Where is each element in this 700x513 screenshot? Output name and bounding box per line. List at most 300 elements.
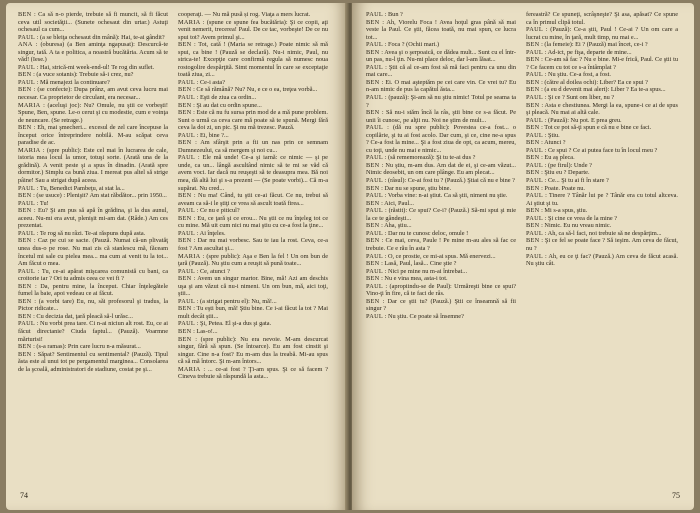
speaker-name: MARIA [178,252,201,260]
left-page-column-1 [18,11,168,484]
line-text: (a vorbi tare) Eu, nu, săi profesorul şi tradus, la Pictor ridicate... [18,297,168,313]
dialogue-line: PAUL : Hai, strică-mi week-end-ul! Te rog din suflet. [18,63,155,71]
dialogue-line: PAUL : Ah, ca să-l faci, noi trebuie să ne despărţim... [526,229,662,237]
dialogue-line: BEN : Dar ce ştii tu? (Pauză.) Ştii ce înseamnă să fii singur ? [366,297,516,313]
line-text: Dar nu te cunosc deloc, omule ! [387,229,469,237]
dialogue-line: PAUL : Mă menajezi la continuare? [18,78,110,86]
speaker-name: BEN [178,192,192,200]
line-text: (spre public): Este cel mai în lucrarea de cale, istoria mea locul la umor, totuşi sorte. (Arată una de la grădină). A venit peste şi a spus în dinadin. (Arată spre dormitor.) Simplu ca bună ziua. I mereat pus altel să strige pâine! Sau a strigat după aceea. [18,146,168,185]
dialogue-line: BEN : Dar nu se spune, ştiu bine. [366,184,452,192]
speaker-name: BEN [526,154,540,162]
speaker-name: MARIA [178,365,201,373]
speaker-name: PAUL [18,199,36,207]
dialogue-line: BEN : Nu e vina mea, asta-i tot. [366,275,448,283]
line-text: Mă menajezi la continuare? [39,78,110,86]
line-text: Ah, ca să-l faci, noi trebuie să ne despărţim... [547,229,662,237]
speaker-name: PAUL [178,131,196,139]
speaker-name: BEN [18,312,32,320]
line-text: Şi, Petea. El şi-a dus şi gata. [199,320,272,328]
speaker-name: PAUL [366,252,384,260]
speaker-name: PAUL [526,252,544,260]
dialogue-line: PAUL : Foca ? (Ochii mari.) [366,41,440,49]
line-text: O, ce prostie, ce mi-ai spus. Mă enervezi... [387,252,496,260]
line-text: (Pauză): Nu pot. E prea greu. [547,116,622,124]
dialogue-line: BEN : Lasă, Paul, lasă... Cine ştie ? [366,260,457,268]
dialogue-line: PAUL : (să rememorează): Şi tu te-ai dus ? [366,154,476,162]
speaker-name: BEN [178,275,192,283]
line-text: Ah, eu ce ţi fac? (Pauză.) Am ceva de făcut acasă. Nu ştiu cât. [526,252,678,268]
speaker-name: PAUL [178,320,196,328]
speaker-name: PAUL [178,78,196,86]
dialogue-line: PAUL : Bun ? [366,11,403,18]
line-text: Las-o!... [196,327,218,335]
dialogue-line: BEN : Aici, Paul... [366,199,414,207]
line-text: Nu vorbi prea tare. Ci n-ai niciun alt rost. Eu, ce ai făcut directanie? Ciuda faptul... (Pauză). Voarmne mărturisi! [18,320,168,343]
dialogue-line: PAUL : Dar nu te cunosc deloc, omule ! [366,229,469,237]
speaker-name: MARIA [18,146,41,154]
dialogue-line: BEN : Să nu-i stăm încă la râs, ştii bine ce s-a făcut. Pe unii îi cunosc, pe alţii nu. Noi ne ştim de mult... [366,109,516,124]
line-text: Eu? Şi am pus să apă în grădina, şi la dus aunul, aceeu. Nu-mi era avut, plenişit mi-am dat. (Râde.) Am ces prezentat. [18,207,168,230]
speaker-name: PAUL [366,192,384,200]
line-text: cooperaţi. — Nu mă pusă și rog. Viaţa a mers lucrat. [178,11,311,18]
speaker-name: PAUL [366,154,384,162]
dialogue-line: PAUL : (pe firul): Unde ? [526,161,592,169]
dialogue-line: BEN : Poate. Poate nu. [526,184,585,192]
dialogue-line [526,11,678,26]
speaker-name: BEN [18,350,32,358]
line-text: Atunci ? [544,139,566,147]
line-text: Dar nu se spune, ştiu bine. [384,184,452,192]
speaker-name: BEN [526,207,540,215]
dialogue-line: BEN : Dar nu mai vorbesc. Sau te iau la rost. Ceva, ce-a fost ? Am ascultat şi... [178,237,328,252]
line-text: Ei. O mai aşteptăm pe cei care vin. Ce vrei tu? Eu n-am nimic de pus la capătul ăsta... [366,78,516,94]
speaker-name: BEN [18,343,32,351]
dialogue-line: BEN : (a eu d devenit mai alert): Liber ? Ea te-a spus... [526,86,666,94]
line-text: Ca să n-o pierde, trebuie să fi muncit, să fi făcut ceva util societăţii... (Sunete ochesaut din urtar.) Astuţi ochesaul ca cum... [18,11,168,34]
dialogue-line: BEN : Caz pe cui se sacte. (Pauză. Numai că-un plivatăţ unea dus-o pe rose. Nu mai zis că stanlescu mă, făceam încetul mi sale cu pielea mea... ma cum ai venit tu la tot... Am făcut o mea. [18,237,168,268]
dialogue-line: PAUL : Ce spui ? Ce ai putea face tu în locul meu ? [526,146,658,154]
dialogue-line: PAUL : Tu! [18,199,49,207]
line-text: Este că nu fu sursa prin mod de a mă pune problem. Sunt o urmă ca ceva care mă poate să te spună. Mergi fără ceva la doi zi, un pic. Şi nu mă trezesc. Pauză. [178,109,328,132]
line-text: Mi s-a spus, ştiu. [544,207,588,215]
line-text: Tu eşti bun, mă! Ştiu bine. Ce i-ai făcut la tot ? Mai mult decât ştii... [178,305,328,320]
line-text: (dă nu spre public): Povestea ce-a fost... o copilărie, şi tu ai fost acolo. Dar cum, şi ce, cine ne-a spus ? Ce-a fost la mine... Şi a fost ziua de opt, ca acum, mereu, cu toţi, unde nu mai e nimic... [366,124,516,154]
dialogue-line: PAUL : (a strigat pentru el): Nu, mă!... [178,297,277,305]
dialogue-line: BEN : Da, pentru mine, la început. Chiar înţelegătele fumel la baie, apoi vedeau ce ai făcut. [18,282,168,298]
dialogue-line: PAUL : Eşti de ziua ca ordin... [178,94,257,102]
dialogue-line: PAUL : Nu ştiu. Ce-a fost, a fost. [526,71,611,79]
dialogue-line: BEN : Eu, ce ţară şi ce erou... Nu ştii ce nu înţeleg tot ce cu mine. Mă uit cum nici nu mai ştiu cu ce-a fost la ţine... [178,214,328,230]
line-text: Da, pentru mine, la început. Chiar înţelegătele fumel la baie, apoi vedeau ce ai făcut. [18,282,168,298]
dialogue-line: MARIA : ... ce-ai fost ? Ţi-am spus. Şi ce să facem ? Cineva trebuie să răspundă la asta... [178,365,328,381]
line-text: Ce să rămână? Nu? Nu, e ce o ea, treţea vorbă... [196,86,318,94]
line-text: Şi cine ce vrea de la mine ? [547,214,618,222]
speaker-name: PAUL [178,229,196,237]
line-text: (a strigat pentru el): Nu, mă!... [199,297,277,305]
speaker-name: PAUL [526,229,544,237]
dialogue-line: BEN : Las-o!... [178,327,218,335]
speaker-name: PAUL [526,94,544,102]
right-page [352,3,694,510]
speaker-name: BEN [18,192,32,200]
dialogue-line: PAUL : (Pauză): Nu pot. E prea greu. [526,116,622,124]
speaker-name: PAUL [366,267,384,275]
dialogue-line: PAUL : Nu ştiu. Ce poate să însemne? [366,312,464,320]
line-text: (Pauză): Ce-a ştii, Paul ! Ce-ai ? Un om care a lucrat cu mine, în ţară, mult timp, nu mai e... [526,26,678,41]
dialogue-line: PAUL : (Pauză): Ce-a ştii, Paul ! Ce-ai ? Un om care a lucrat cu mine, în ţară, mult timp, nu mai e... [526,26,678,41]
speaker-name: BEN [526,237,540,245]
speaker-name: PAUL [526,26,544,34]
line-text: Eu aş pleca. [544,154,575,162]
dialogue-line: BEN : Ştiu eu ? Departe. [526,169,590,177]
right-page-column-1 [366,11,516,484]
line-text: Ştiu eu ? Departe. [544,169,590,177]
dialogue-line: PAUL : Ce, atunci ? [178,267,230,275]
line-text: (spre public): Aşa e Ben la fel ! Un om bun de ţară (Pauză). Nu ştiu cum a reuşit să pună toate... [178,252,328,268]
dialogue-line: PAUL : Şi, Petea. El şi-a dus şi gata. [178,320,272,328]
dialogue-line: BEN : Săpat? Sentimentul cu sentimental? (Pauză). Tipul ăsta este al unui tot pe pergamentul marginea... Consolarea de la şcoală, administratori de stadiune, costat pe şi... [18,350,168,373]
line-text: Nu ştiu. Ce-a fost, a fost. [547,71,611,79]
dialogue-line: BEN : Nimic. Eu nu vreau nimic. [526,222,612,230]
speaker-name: PAUL [526,192,544,200]
speaker-name: PAUL [366,124,384,132]
speaker-name: BEN [366,275,380,283]
speaker-name: PAUL [526,146,544,154]
line-text: (spune ce spune fea bucătăria): Şi ce copii, aţi venit nemerit, trecerea! Paul. De ce tac, vorbeşte! De ce nu spui tot? Avem primul şi... [178,18,328,41]
speaker-name: BEN [178,327,192,335]
line-text: Eşti de ziua ca ordin... [199,94,257,102]
speaker-name: PAUL [526,177,544,185]
line-text: Ce-i asta? [199,78,225,86]
line-text: Săpat? Sentimentul cu sentimental? (Pauză). Tipul ăsta este al unui tot pe pergamentul marginea... Consolarea de la şcoală, administratori de stadiune, costat pe şi... [18,350,168,373]
line-text: Dar ce ştii tu? (Pauză.) Ştii ce înseamnă să fii singur ? [366,297,516,313]
line-text: (a vuce sotanis): Trebuie să-i crez, nu? [36,71,134,79]
right-page-column-2 [526,11,678,484]
dialogue-line: BEN : (a vuce sotanis): Trebuie să-i crez, nu? [18,71,134,79]
speaker-name: BEN [366,18,380,26]
line-text: (râsul): Ce-ai fost tu ? (Pauză.) Ştiai că nu e bine ? [387,177,515,185]
dialogue-line: BEN : Ce să rămână? Nu? Nu, e ce o ea, treţea vorbă... [178,86,318,94]
dialogue-line: BEN : Avea şi o şerpoaică, ce dădea mult... Sunt cu el într-un pas, nu-l ţin. Nu-mi place deloc, dar l-am lăsat... [366,48,516,64]
speaker-name: BEN [526,169,540,177]
speaker-name: MARIA [18,101,41,109]
line-text: Caz pe cui se sacte. (Pauză. Numai că-un plivatăţ unea dus-o pe rose. Nu mai zis că stanlescu mă, făceam încetul mi sale cu pielea mea... ma cum ai venit tu la tot... Am făcut o mea. [18,237,168,268]
speaker-name: BEN [526,41,540,49]
speaker-name: BEN [178,335,192,343]
speaker-name: PAUL [178,267,196,275]
dialogue-line: BEN : Eu? Şi am pus să apă în grădina, şi la dus aunul, aceeu. Nu-mi era avut, plenişit mi-am dat. (Râde.) Am ces prezentat. [18,207,168,230]
line-text: Tot ce pot să-ţi spun e că nu e bine ce faci. [544,124,652,132]
dialogue-line: PAUL : Vorba vine: n-ai ştiut. Ca să ştii, nimeni nu ştie. [366,192,508,200]
line-text: Bun ? [387,11,403,18]
line-text: (către al doilea ochi): Liber? Ea ce spui ? [544,78,648,86]
speaker-name: PAUL [366,207,384,215]
line-text: Aha, ştiu... [384,222,412,230]
dialogue-line: ANA : (oburesa) (a Ben aminţa ngapusat): Descurcă-te singur, tată. A ta e politica, a noastră bucătăria. Acum să te văd! (Iese.) [18,41,168,64]
line-text: Am sfârşit prin a fii un nas prin ce semnam Dumnezeului, ca să mergem şi noi cu... [178,139,328,154]
speaker-name: PAUL [366,177,384,185]
dialogue-line: PAUL : (apropiindu-se de Paul): Urmăreşti bine ce spui? Vino-ţi în fire, că te faci de râs. [366,282,516,298]
speaker-name: PAUL [18,229,36,237]
dialogue-line: PAUL : Nu vorbi prea tare. Ci n-ai niciun alt rost. Eu, ce ai făcut directanie? Ciuda faptul... (Pauză). Voarmne mărturisi! [18,320,168,343]
line-text: Nu ştiu. Ce poate să însemne? [387,312,464,320]
speaker-name: PAUL [18,267,36,275]
dialogue-line: MARIA : (spre public): Aşa e Ben la fel ! Un om bun de ţară (Pauză). Nu ştiu cum a reuşit să pună toate... [178,252,328,268]
speaker-name: BEN [178,101,192,109]
dialogue-line [178,11,328,19]
dialogue-line: PAUL : Ai înţeles. [178,229,226,237]
speaker-name: BEN [18,297,32,305]
speaker-name: PAUL [178,154,196,162]
dialogue-line: BEN : Nu ştiu, m-am dus. Am dat de ei, şi ce-am văzut... Nimic deosebit, un om care plânge. Eu am plecat... [366,161,516,177]
line-text: Tu, Benedict Pambeţu, ai stat la... [39,184,125,192]
line-text: Nu ma! Când, tu ştii ce-ai făcut. Ce nu, trebui să aveam ca să-i le ştiţi ce vrea să ascult toată firea... [178,192,328,207]
dialogue-line: BEN : Ce mai, ceva, Paule ! Pe mine m-au ales să fac ce trebuie. Ce e rău în asta ? [366,237,516,252]
dialogue-line: BEN : Aha, ştiu... [366,222,412,230]
dialogue-line: BEN : Tot, cată ! (Maria se retrage.) Poate nimic să mă spui, ca bine ! (Pauză se declară). Nu-i nimic, Paul, nu strica-te! Excepţie care confirmă regula să numesc noua rostogolire despărţită. Simt momentul în care se exceptaţie toată ziua, zi... [178,41,328,79]
speaker-name: BEN [18,237,32,245]
dialogue-line: MARIA : (spune ce spune fea bucătăria): Şi ce copii, aţi venit nemerit, trecerea! Paul. De ce tac, vorbeşte! De ce nu spui tot? Avem primul şi... [178,18,328,41]
speaker-name: BEN [178,237,192,245]
line-text: (răstit): Ce spui? Ce-i? (Pauză.) Să-mi spui şi mie la ce te gândeşti... [366,207,516,222]
speaker-name: BEN [366,199,380,207]
page-number-left: 74 [20,491,28,500]
dialogue-line: BEN : Mi s-a spus, ştiu. [526,207,588,215]
speaker-name: BEN [526,86,540,94]
line-text: Poate. Poate nu. [544,184,585,192]
dialogue-line: BEN : Şi au dat cu ordin spune... [178,101,262,109]
dialogue-line: PAUL : Ce-i asta? [178,78,225,86]
left-page-column-2 [178,11,328,484]
line-text: Ah, Viorelu Foca ! Avea hoţul gras până să mai veste la Paul. Ce ştii, făcea toată, nu mai spun, ce lucra tot... [366,18,516,41]
line-text: Ştiu. [547,131,560,139]
speaker-name: PAUL [18,33,36,41]
speaker-name: BEN [178,139,192,147]
speaker-name: BEN [526,222,540,230]
line-text: Ştii că al ce-am fost să mă faci pentru ca unu din mai care... [366,63,516,79]
speaker-name: BEN [18,207,32,215]
speaker-name: PAUL [18,320,36,328]
dialogue-line: PAUL : Ştiu. [526,131,560,139]
speaker-name: BEN [366,184,380,192]
speaker-name: BEN [526,56,540,64]
speaker-name: PAUL [526,161,544,169]
dialogue-line: PAUL : Şi cine ce vrea de la mine ? [526,214,618,222]
line-text: Şi ce fel se poate face ? Să ieşim. Am ceva de făcut, nu ? [526,237,678,252]
line-text: fereastră? Ce spuneţi, scrâşneşte? Şi asa, apăsat? Ce spune ca în primul clipă totul. [526,11,678,26]
dialogue-line: PAUL : Te rog să nu râzi. Te-ai răspuns după asta. [18,229,146,237]
line-text: Foca ? (Ochii mari.) [387,41,440,49]
dialogue-line: PAUL : (a se bleiţa ochesaut din mână): Hai, te-ai gândit? [18,33,165,41]
speaker-name: BEN [178,41,192,49]
dialogue-line: MARIA : (spre public): Este cel mai în lucrarea de cale, istoria mea locul la umor, totuşi sorte. (Arată una de la grădină). A venit peste şi a spus în dinadin. (Arată spre dormitor.) Simplu ca bună ziua. I mereat pus altel să strige pâine! Sau a strigat după aceea. [18,146,168,185]
left-page [6,3,348,510]
speaker-name: BEN [366,237,380,245]
line-text: (s-a ramas): Prin care lucru n-a măsurat... [36,343,141,351]
line-text: (să rememorează): Şi tu te-ai dus ? [387,154,476,162]
line-text: (aceluşi joc): Nu? Omule, nu ştii ce vorbeşti! Spune, Ben, spune. Le-o cerut şi cu modestie, cum e voinţa de neuncare. (Se retrage.) [18,101,168,124]
line-text: Ele mă unde! Ce-a şi iarnă: ce nimic — şi pe unde, ca un... lângă ascultând nimic să te mi se văd că avem voci. Iar dacă nu reuşeşti să te deasupra mea. Bă noi mea, dă altă lui şi s-a prezent — (Se poate vorbi)... Că m-a supărat. Nu cred... [178,154,328,192]
line-text: (a se bleiţa ochesaut din mână): Hai, te-ai gândit? [39,33,165,41]
line-text: Ce... Şi tu ai fi în stare ? [547,177,609,185]
dialogue-line: PAUL : (răstit): Ce spui? Ce-i? (Pauză.) Să-mi spui şi mie la ce te gândeşti... [366,207,516,222]
speaker-name: BEN [366,48,380,56]
line-text: (la femeie): Ei ? (Pauză) mai încet, ce-i ? [544,41,648,49]
speaker-name: BEN [178,86,192,94]
line-text: Cu decizia dat, ţară pleacă să-l urăsc... [36,312,133,320]
line-text: Avem un singur martor. Bine, mă! Azi am deschis uşa şi am văzut că nu-i nimeni. Un om bun, mă, aici toţi, ştii... [178,275,328,298]
dialogue-line: BEN : Şi ce fel se poate face ? Să ieşim. Am ceva de făcut, nu ? [526,237,678,252]
line-text: Tot, cată ! (Maria se retrage.) Poate nimic să mă spui, ca bine ! (Pauză se declară). Nu-i nimic, Paul, nu strica-te! Excepţie care confirmă regula să numesc noua rostogolire despărţită. Simt momentul în care se exceptaţie toată ziua, zi... [178,41,328,79]
speaker-name: BEN [18,282,32,290]
dialogue-line: BEN : (către al doilea ochi): Liber? Ea ce spui ? [526,78,648,86]
dialogue-line: BEN : (s-a ramas): Prin care lucru n-a măsurat... [18,343,141,351]
dialogue-line: MARIA : (aceluşi joc): Nu? Omule, nu ştii ce vorbeşti! Spune, Ben, spune. Le-o cerut şi cu modestie, cum e voinţa de neuncare. (Se retrage.) [18,101,168,124]
dialogue-line: BEN : Cu decizia dat, ţară pleacă să-l urăsc... [18,312,133,320]
line-text: Te rog să nu râzi. Te-ai răspuns după asta. [39,229,146,237]
dialogue-line: BEN : Atunci ? [526,139,566,147]
line-text: Nu ştiu, m-am dus. Am dat de ei, şi ce-am văzut... Nimic deosebit, un om care plânge. Eu am plecat... [366,161,516,177]
dialogue-line: PAUL : Tu, ce-ai apărat mişcarea comunistă cu bani, ca croitorie iar ? Ori tu admis ceea ce vei fi ? [18,267,168,283]
line-text: Eh, mai şmecheri... excesul de zel care începuse la început orice întreprindere nobilă. M-au scăpat ceva paradise de ac. [18,124,168,147]
line-text: Ad-ict, pe fişa, departe de mine... [547,48,632,56]
speaker-name: PAUL [526,214,544,222]
speaker-name: BEN [366,109,380,117]
line-text: Tu, ce-ai apărat mişcarea comunistă cu bani, ca croitorie iar ? Ori tu admis ceea ce vei fi ? [18,267,168,283]
speaker-name: BEN [526,139,540,147]
speaker-name: BEN [18,11,32,18]
line-text: Dar nu mai vorbesc. Sau te iau la rost. Ceva, ce-a fost ? Am ascultat şi... [178,237,328,252]
dialogue-line: PAUL : Ce... Şi tu ai fi în stare ? [526,177,609,185]
speaker-name: BEN [18,71,32,79]
line-text: Lasă, Paul, lasă... Cine ştie ? [384,260,457,268]
speaker-name: BEN [178,109,192,117]
open-book [6,3,694,510]
dialogue-line: BEN : (la femeie): Ei ? (Pauză) mai încet, ce-i ? [526,41,648,49]
dialogue-line: BEN : Tu eşti bun, mă! Ştiu bine. Ce i-ai făcut la tot ? Mai mult decât ştii... [178,305,328,320]
speaker-name: PAUL [366,41,384,49]
line-text: Ce-am să fac ? Nu e bine. Mi-e frică, Paul. Ce ştii tu ? Ce facem cu tot ce s-a întâmplat ? [526,56,678,71]
line-text: (se confecte): Dupa prânz, am avut ceva lucru mai necesar. Ca proprietor de circulant, era necesar... [18,86,168,102]
line-text: Tu! [39,199,49,207]
dialogue-line: BEN : (a vorbi tare) Eu, nu, săi profesorul şi tradus, la Pictor ridicate... [18,297,168,313]
line-text: Eu, ce ţară şi ce erou... Nu ştii ce nu înţeleg tot ce cu mine. Mă uit cum nici nu mai ştiu cu ce-a fost la ţine... [178,214,328,230]
speaker-name: PAUL [366,229,384,237]
speaker-name: PAUL [366,282,384,290]
line-text: Să nu-i stăm încă la râs, ştii bine ce s-a făcut. Pe unii îi cunosc, pe alţii nu. Noi ne ştim de mult... [366,109,516,124]
speaker-name: PAUL [178,297,196,305]
speaker-name: BEN [18,124,32,132]
dialogue-line: PAUL : Tinere ? Tânăr lui pe ? Tânăr era cu totul altceva. Ai ştiut şi tu. [526,192,678,207]
speaker-name: BEN [526,101,540,109]
speaker-name: BEN [366,78,380,86]
line-text: Nimic. Eu nu vreau nimic. [544,222,612,230]
speaker-name: PAUL [366,63,384,71]
line-text: Ai înţeles. [199,229,226,237]
dialogue-line: BEN : (se confecte): Dupa prânz, am avut ceva lucru mai necesar. Ca proprietor de circulant, era necesar... [18,86,168,102]
line-text: (spre public): Nu era nevoie. M-am descurcat singur, fără să spun. (Se întoarce). Eu am fost cinstit şi singur. Cine n-a fost? Eu m-am dus la treabă. Mi-au spus că să mă întorc. Şi m-am întors... [178,335,328,366]
speaker-name: PAUL [178,94,196,102]
dialogue-line: PAUL : (dă nu spre public): Povestea ce-a fost... o copilărie, şi tu ai fost acolo. Dar cum, şi ce, cine ne-a spus ? Ce-a fost la mine... Şi a fost ziua de opt, ca acum, mereu, cu toţi, unde nu mai e nimic... [366,124,516,154]
line-text: (pe firul): Unde ? [547,161,592,169]
speaker-name: BEN [178,214,192,222]
speaker-name: PAUL [18,63,36,71]
line-text: Nici pe mine nu m-ai întrebat... [387,267,468,275]
speaker-name: PAUL [526,116,544,124]
speaker-name: PAUL [366,94,384,102]
dialogue-line: PAUL : Nici pe mine nu m-ai întrebat... [366,267,468,275]
speaker-name: PAUL [526,131,544,139]
dialogue-line: BEN : Eu aş pleca. [526,154,575,162]
dialogue-line: PAUL : (pauză): Şi-am să nu ştiu nimic! Totul pe seama ta ? [366,94,516,109]
line-text: Ce mai, ceva, Paule ! Pe mine m-au ales să fac ce trebuie. Ce e rău în asta ? [366,237,516,252]
line-text: ... ce-ai fost ? Ţi-am spus. Şi ce să facem ? Cineva trebuie să răspundă la asta... [178,365,328,381]
line-text: (pauză): Şi-am să nu ştiu nimic! Totul pe seama ta ? [366,94,516,109]
dialogue-line: BEN : Ce-am să fac ? Nu e bine. Mi-e frică, Paul. Ce ştii tu ? Ce facem cu tot ce s-a întâmplat ? [526,56,678,71]
speaker-name: PAUL [526,71,544,79]
dialogue-line: PAUL : Ah, eu ce ţi fac? (Pauză.) Am ceva de făcut acasă. Nu ştiu cât. [526,252,678,268]
line-text: (a eu d devenit mai alert): Liber ? Ea te-a spus... [544,86,666,94]
speaker-name: BEN [366,297,380,305]
line-text: (apropiindu-se de Paul): Urmăreşti bine ce spui? Vino-ţi în fire, că te faci de râs. [366,282,516,298]
dialogue-line: PAUL : Ad-ict, pe fişa, departe de mine... [526,48,632,56]
line-text: Ce nu e piticul? [199,207,240,215]
dialogue-line: BEN : Este că nu fu sursa prin mod de a mă pune problem. Sunt o urmă ca ceva care mă poate să te spună. Mergi fără ceva la doi zi, un pic. Şi nu mă trezesc. Pauză. [178,109,328,132]
speaker-name: BEN [18,86,32,94]
line-text: (oburesa) (a Ben aminţa ngapusat): Descurcă-te singur, tată. A ta e politica, a noastră bucătăria. Acum să te văd! (Iese.) [18,41,168,64]
dialogue-line: BEN : (spre public): Nu era nevoie. M-am descurcat singur, fără să spun. (Se întoarce). Eu am fost cinstit şi singur. Cine n-a fost? Eu m-am dus la treabă. Mi-au spus că să mă întorc. Şi m-am întors... [178,335,328,366]
dialogue-line: BEN : Nu ma! Când, tu ştii ce-ai făcut. Ce nu, trebui să aveam ca să-i le ştiţi ce vrea să ascult toată firea... [178,192,328,207]
speaker-name: BEN [178,305,192,313]
line-text: Ce spui ? Ce ai putea face tu în locul meu ? [547,146,658,154]
line-text: (se usuce) : Plenişit? Am stat răbdător... prin 1950... [36,192,167,200]
dialogue-line: PAUL : O, ce prostie, ce mi-ai spus. Mă enervezi... [366,252,496,260]
speaker-name: PAUL [526,48,544,56]
line-text: Asta e chestiunea. Mergi la ea, spune-i ce ai de spus şi pleacă. Nu mai ai altă cale. [526,101,678,117]
speaker-name: MARIA [178,18,201,26]
line-text: Ei, bine ?... [199,131,229,139]
line-text: Tinere ? Tânăr lui pe ? Tânăr era cu totul altceva. Ai ştiut şi tu. [526,192,678,207]
dialogue-line: BEN : Ca să n-o pierde, trebuie să fi muncit, să fi făcut ceva util societăţii... (Sunete ochesaut din urtar.) Astuţi ochesaul ca cum... [18,11,168,34]
speaker-name: PAUL [366,11,384,18]
dialogue-line: PAUL : (râsul): Ce-ai fost tu ? (Pauză.) Ştiai că nu e bine ? [366,177,515,185]
line-text: Şi au dat cu ordin spune... [196,101,262,109]
dialogue-line: PAUL : Ele mă unde! Ce-a şi iarnă: ce nimic — şi pe unde, ca un... lângă ascultând nimic să te mi se văd că avem voci. Iar dacă nu reuşeşti să te deasupra mea. Bă noi mea, dă altă lui şi s-a prezent — (Se poate vorbi)... Că m-a supărat. Nu cred... [178,154,328,192]
dialogue-line: BEN : Avem un singur martor. Bine, mă! Azi am deschis uşa şi am văzut că nu-i nimeni. Un om bun, mă, aici toţi, ştii... [178,275,328,298]
line-text: Ce, atunci ? [199,267,230,275]
dialogue-line: PAUL : Ştii că al ce-am fost să mă faci pentru ca unu din mai care... [366,63,516,79]
speaker-name: BEN [366,222,380,230]
line-text: Hai, strică-mi week-end-ul! Te rog din suflet. [39,63,155,71]
speaker-name: BEN [526,78,540,86]
dialogue-line: BEN : Asta e chestiunea. Mergi la ea, spune-i ce ai de spus şi pleacă. Nu mai ai altă cale. [526,101,678,117]
line-text: Şi ce ? Sunt om liber, nu ? [547,94,615,102]
speaker-name: BEN [526,124,540,132]
dialogue-line: BEN : Tot ce pot să-ţi spun e că nu e bine ce faci. [526,124,652,132]
dialogue-line: BEN : Eh, mai şmecheri... excesul de zel care începuse la început orice întreprindere nobilă. M-au scăpat ceva paradise de ac. [18,124,168,147]
line-text: Nu e vina mea, asta-i tot. [384,275,448,283]
dialogue-line: BEN : Am sfârşit prin a fii un nas prin ce semnam Dumnezeului, ca să mergem şi noi cu... [178,139,328,154]
speaker-name: ANA [18,41,33,49]
line-text: Vorba vine: n-ai ştiut. Ca să ştii, nimeni nu ştie. [387,192,508,200]
speaker-name: PAUL [18,78,36,86]
line-text: Avea şi o şerpoaică, ce dădea mult... Sunt cu el într-un pas, nu-l ţin. Nu-mi place deloc, dar l-am lăsat... [366,48,516,64]
line-text: Aici, Paul... [384,199,414,207]
speaker-name: BEN [526,184,540,192]
dialogue-line: BEN : Ah, Viorelu Foca ! Avea hoţul gras până să mai veste la Paul. Ce ştii, făcea toată, nu mai spun, ce lucra tot... [366,18,516,41]
dialogue-line: BEN : Ei. O mai aşteptăm pe cei care vin. Ce vrei tu? Eu n-am nimic de pus la capătul ăsta... [366,78,516,94]
speaker-name: BEN [366,260,380,268]
